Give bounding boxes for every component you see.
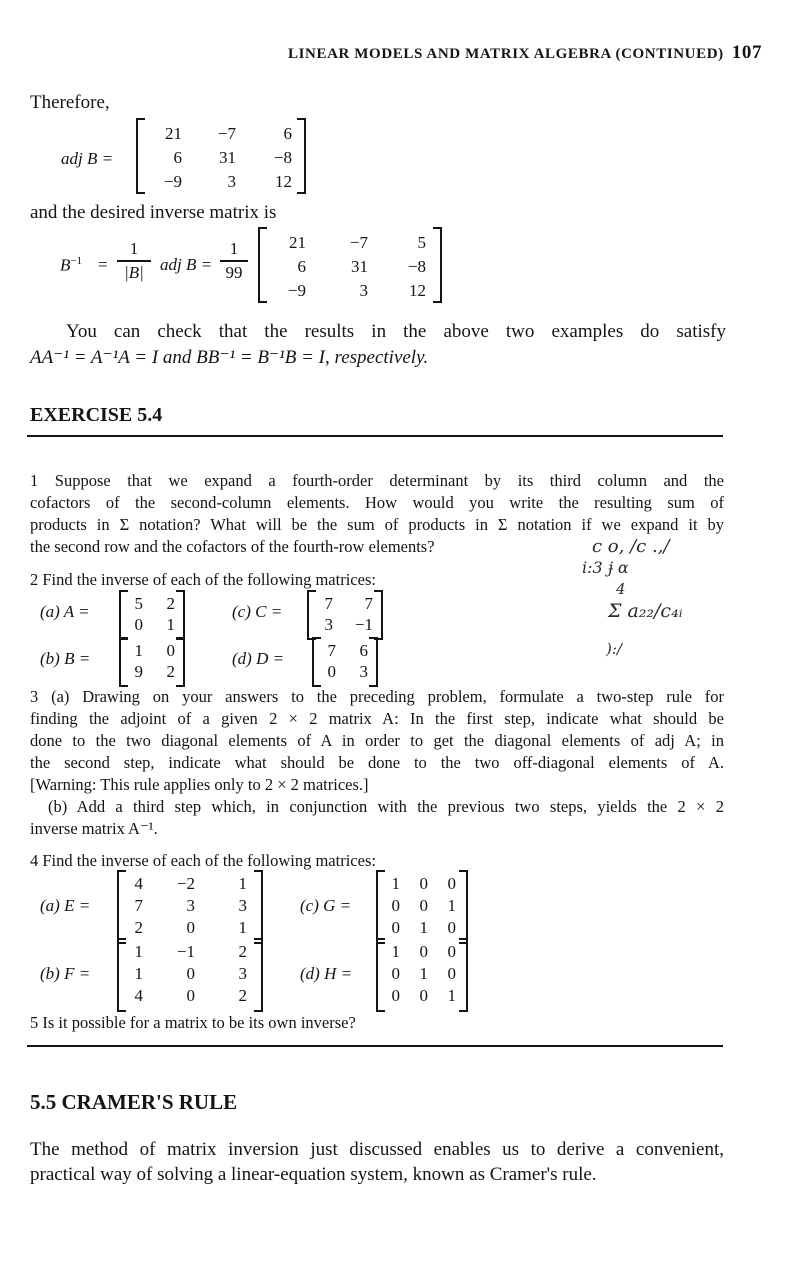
- exercise-end-rule: [27, 1045, 723, 1047]
- matrix-cell: 5: [417, 233, 426, 252]
- matrix-cell: −2: [176, 874, 195, 893]
- q2-label-a: (a) A =: [40, 602, 90, 621]
- handwritten-note-1: c o, /c .,/: [592, 536, 670, 557]
- matrix-cell: 0: [391, 896, 400, 915]
- adjB-text: adj B =: [160, 255, 213, 274]
- matrix-cell: 1: [134, 964, 143, 983]
- check-line-2: AA⁻¹ = A⁻¹A = I and BB⁻¹ = B⁻¹B = I, respectively.: [30, 347, 429, 368]
- matrix-cell: 4: [134, 986, 143, 1005]
- matrix-cell: −1: [354, 615, 373, 634]
- matrix-cell: −1: [176, 942, 195, 961]
- matrix-cell: 0: [391, 964, 400, 983]
- handwritten-note-4: Σ a₂₂/c₄ᵢ: [608, 600, 683, 622]
- matrix-cell: 21: [289, 233, 306, 252]
- therefore-text: Therefore,: [30, 92, 110, 113]
- matrix-cell: 0: [419, 942, 428, 961]
- adjB-matrix: [136, 120, 306, 192]
- q2-label-d: (d) D =: [232, 649, 285, 668]
- matrix-cell: 2: [134, 918, 143, 937]
- matrix-cell: 0: [186, 964, 195, 983]
- matrix-cell: 6: [173, 148, 182, 167]
- matrix-cell: 7: [134, 896, 143, 915]
- matrix-G: [376, 872, 468, 942]
- adjB-label: adj B =: [61, 149, 114, 168]
- exercise-rule: [27, 435, 723, 437]
- matrix-cell: 31: [219, 148, 236, 167]
- matrix-cell: 12: [409, 281, 426, 300]
- q4-label-c: (c) G =: [300, 896, 352, 915]
- matrix-cell: 21: [165, 124, 182, 143]
- matrix-cell: 0: [391, 986, 400, 1005]
- q4-label-b: (b) F =: [40, 964, 91, 983]
- matrix-C: [307, 592, 383, 638]
- matrix-cell: 1: [447, 986, 456, 1005]
- exercise-title: EXERCISE 5.4: [30, 404, 163, 426]
- matrix-A: [119, 592, 185, 638]
- matrix-cell: 6: [359, 641, 368, 660]
- matrix-cell: 3: [359, 281, 368, 300]
- matrix-cell: −8: [407, 257, 426, 276]
- question-2: 2 Find the inverse of each of the following matrices:: [30, 570, 376, 589]
- matrix-cell: 1: [134, 641, 143, 660]
- matrix-cell: 0: [419, 874, 428, 893]
- matrix-cell: 0: [134, 615, 143, 634]
- running-header: [288, 42, 762, 64]
- matrix-cell: 0: [447, 874, 456, 893]
- matrix-cell: 5: [134, 594, 143, 613]
- matrix-cell: −7: [217, 124, 236, 143]
- page-number: 107: [731, 42, 763, 63]
- matrix-cell: 9: [134, 662, 143, 681]
- matrix-cell: 1: [391, 874, 400, 893]
- matrix-cell: 2: [166, 662, 175, 681]
- matrix-cell: −9: [287, 281, 306, 300]
- matrix-B: [119, 639, 185, 685]
- running-title: LINEAR MODELS AND MATRIX ALGEBRA (CONTINUED): [288, 46, 724, 62]
- matrix-cell: 3: [359, 662, 368, 681]
- matrix-cell: 0: [166, 641, 175, 660]
- section-title: 5.5 CRAMER'S RULE: [30, 1090, 238, 1114]
- handwritten-note-2: i:3 ɉ ɑ: [582, 558, 629, 577]
- matrix-cell: 1: [419, 964, 428, 983]
- matrix-cell: 3: [238, 964, 247, 983]
- q2-label-b: (b) B =: [40, 649, 91, 668]
- equals-sign: =: [98, 255, 108, 274]
- matrix-cell: 1: [134, 942, 143, 961]
- matrix-cell: 2: [166, 594, 175, 613]
- matrix-cell: 0: [186, 986, 195, 1005]
- matrix-E: [117, 872, 263, 942]
- q4-label-a: (a) E =: [40, 896, 91, 915]
- matrix-cell: 12: [275, 172, 292, 191]
- matrix-cell: 0: [186, 918, 195, 937]
- question-5: 5 Is it possible for a matrix to be its own inverse?: [30, 1013, 356, 1032]
- matrix-cell: 31: [351, 257, 368, 276]
- q4-label-d: (d) H =: [300, 964, 353, 983]
- question-4: 4 Find the inverse of each of the following matrices:: [30, 851, 376, 870]
- matrix-H: [376, 940, 468, 1010]
- section-paragraph-line-2: practical way of solving a linear-equation system, known as Cramer's rule.: [30, 1164, 597, 1185]
- matrix-cell: 3: [227, 172, 236, 191]
- binv-label: $B^{-1}$: [60, 255, 83, 275]
- fraction-1-over-detB: 1 |B|: [117, 239, 151, 283]
- matrix-cell: 1: [238, 874, 247, 893]
- check-line-1: You can check that the results in the above two examples do satisfy: [66, 321, 726, 342]
- matrix-cell: 7: [324, 594, 333, 613]
- handwritten-note-3: 4: [616, 580, 626, 598]
- matrix-cell: 0: [447, 964, 456, 983]
- q2-label-c: (c) C =: [232, 602, 283, 621]
- matrix-cell: 3: [238, 896, 247, 915]
- matrix-cell: −7: [349, 233, 368, 252]
- matrix-cell: 0: [391, 918, 400, 937]
- handwritten-note-5: ):/: [606, 640, 622, 658]
- matrix-cell: 2: [238, 942, 247, 961]
- matrix-cell: 0: [327, 662, 336, 681]
- fraction-1-over-99: 1 99: [220, 239, 248, 283]
- matrix-cell: 3: [186, 896, 195, 915]
- question-1: 1 Suppose that we expand a fourth-order determinant by its third column and the cofactors of the second-column elements. How would you write the resulting sum of products in Σ notation? What will be the sum of products in Σ notation if we expand it by the second row and the cofactors of the fourth-row elements?: [30, 471, 724, 556]
- matrix-cell: 3: [324, 615, 333, 634]
- matrix-cell: 0: [447, 942, 456, 961]
- matrix-cell: 1: [419, 918, 428, 937]
- desired-text: and the desired inverse matrix is: [30, 202, 277, 223]
- matrix-cell: 1: [238, 918, 247, 937]
- section-paragraph-line-1: The method of matrix inversion just discussed enables us to derive a convenient,: [30, 1139, 724, 1160]
- matrix-cell: −9: [163, 172, 182, 191]
- matrix-cell: 7: [327, 641, 336, 660]
- matrix-cell: 6: [283, 124, 292, 143]
- matrix-F: [117, 940, 263, 1010]
- matrix-cell: 0: [419, 986, 428, 1005]
- question-3: 3 (a) Drawing on your answers to the preceding problem, formulate a two-step rule for finding the adjoint of a given 2 × 2 matrix A: In the first step, indicate what should be done to the two diagonal elements of A in order to get the diagonal elements of adj A; in the second step, indicate what should be done to the two off-diagonal elements of A. [Warning: This rule applies only to 2 × 2 matrices.] (b) Add a third step which, in conjunction with the previous two steps, yields the 2 × 2 inverse matrix A⁻¹.: [30, 687, 724, 838]
- matrix-cell: 0: [447, 918, 456, 937]
- matrix-D: [312, 639, 378, 685]
- binv-matrix: [258, 229, 442, 301]
- matrix-cell: 1: [391, 942, 400, 961]
- matrix-cell: 7: [364, 594, 373, 613]
- matrix-cell: 0: [419, 896, 428, 915]
- matrix-cell: 2: [238, 986, 247, 1005]
- matrix-cell: 1: [166, 615, 175, 634]
- matrix-cell: 4: [134, 874, 143, 893]
- matrix-cell: 1: [447, 896, 456, 915]
- matrix-cell: −8: [273, 148, 292, 167]
- matrix-cell: 6: [297, 257, 306, 276]
